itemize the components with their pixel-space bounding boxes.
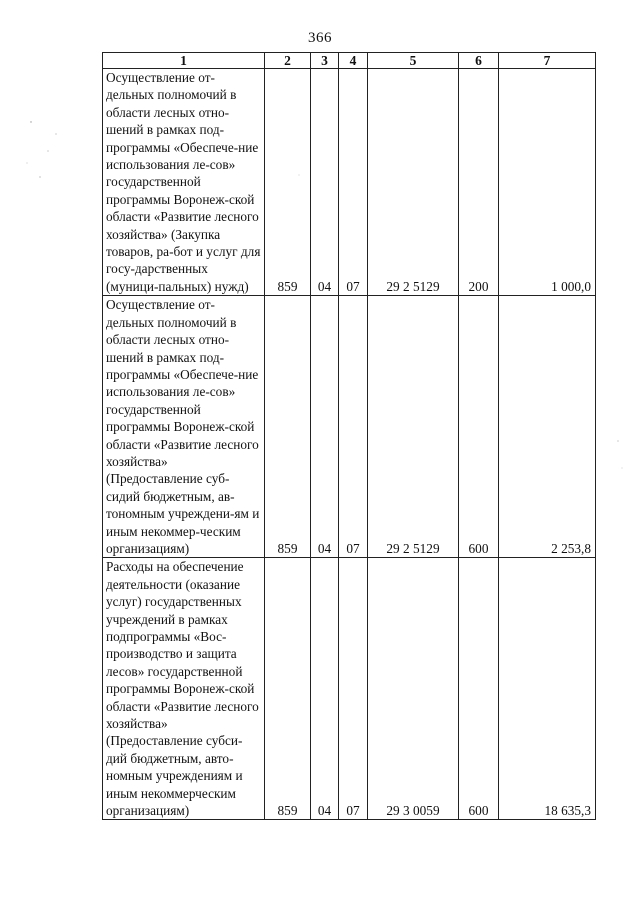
table-header [103,53,596,69]
row-rz: 04 [311,69,339,296]
row-csr: 29 3 0059 [368,558,459,820]
header-row [103,53,596,69]
header-col-1: 1 [103,53,265,69]
table-row [103,69,596,296]
row-vr: 200 [459,69,499,296]
row-grbs: 859 [265,296,311,558]
row-grbs: 859 [265,69,311,296]
row-pr: 07 [339,69,368,296]
header-col-4: 4 [339,53,368,69]
header-col-3: 3 [311,53,339,69]
header-col-7: 7 [499,53,596,69]
budget-table [102,52,596,820]
table-body [103,69,596,820]
row-csr: 29 2 5129 [368,69,459,296]
row-name: Осуществление от-дельных полномочий в области лесных отно-шений в рамках под-программы «Обеспече-ние использования ле-сов» государственной программы Воронеж-ской области «Развитие лесного хозяйства» (Закупка товаров, ра-бот и услуг для госу-дарственных (муници-пальных) нужд) [103,69,265,296]
row-sum: 1 000,0 [499,69,596,296]
row-vr: 600 [459,558,499,820]
row-name: Осуществление от-дельных полномочий в области лесных отно-шений в рамках под-программы «Обеспече-ние использования ле-сов» государственной программы Воронеж-ской области «Развитие лесного хозяйства» (Предоставление суб-сидий бюджетным, ав-тономным учреждени-ям и иным некоммер-ческим организациям) [103,296,265,558]
row-vr: 600 [459,296,499,558]
header-col-2: 2 [265,53,311,69]
table-row [103,558,596,820]
row-rz: 04 [311,558,339,820]
row-rz: 04 [311,296,339,558]
header-col-6: 6 [459,53,499,69]
row-name: Расходы на обеспечение деятельности (оказание услуг) государственных учреждений в рамках подпрограммы «Вос-производство и защита лесов» государственной программы Воронеж-ской области «Развитие лесного хозяйства» (Предоставление субси-дий бюджетным, авто-номным учреждениям и иным некоммерческим организациям) [103,558,265,820]
header-col-5: 5 [368,53,459,69]
row-sum: 18 635,3 [499,558,596,820]
row-pr: 07 [339,558,368,820]
table-row [103,296,596,558]
row-csr: 29 2 5129 [368,296,459,558]
row-pr: 07 [339,296,368,558]
page-number: 366 [308,30,332,46]
row-grbs: 859 [265,558,311,820]
row-sum: 2 253,8 [499,296,596,558]
